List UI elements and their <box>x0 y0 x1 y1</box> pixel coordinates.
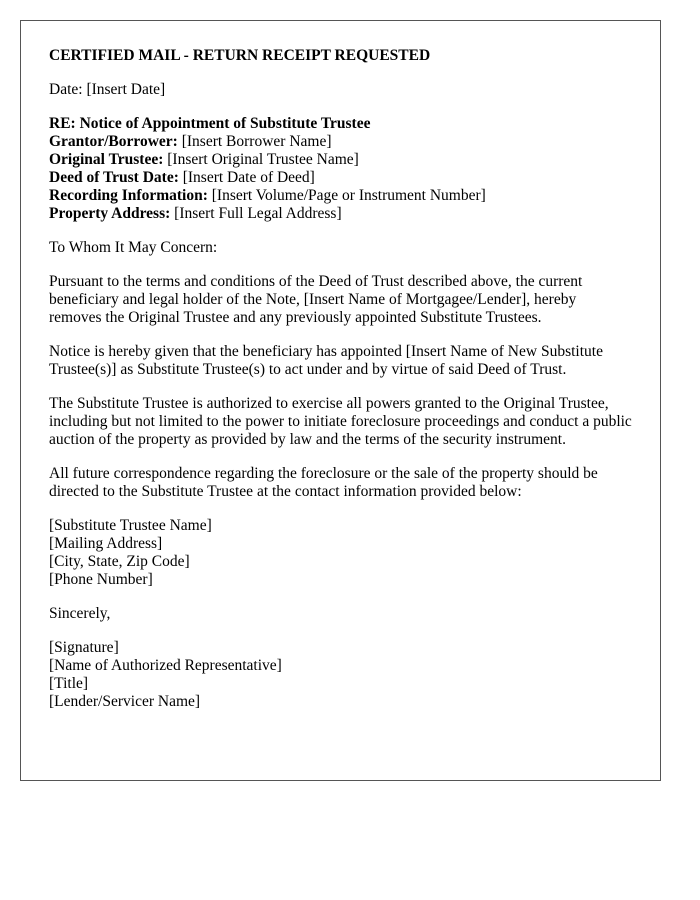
re-block <box>49 115 632 223</box>
date-line: Date: [Insert Date] <box>49 81 166 98</box>
representative-title: [Title] <box>49 675 89 692</box>
salutation: To Whom It May Concern: <box>49 239 218 256</box>
property-line <box>49 205 632 223</box>
lender-servicer-name: [Lender/Servicer Name] <box>49 693 201 710</box>
contact-city-state-zip: [City, State, Zip Code] <box>49 553 190 570</box>
signature-line: [Signature] <box>49 639 119 656</box>
grantor-label: Grantor/Borrower: <box>49 133 178 150</box>
paragraph-correspondence: All future correspondence regarding the foreclosure or the sale of the property should be directed to the Substitute Trustee at the contact information provided below: <box>49 465 598 500</box>
contact-phone: [Phone Number] <box>49 571 153 588</box>
contact-trustee-name: [Substitute Trustee Name] <box>49 517 212 534</box>
paragraph-authority: The Substitute Trustee is authorized to exercise all powers granted to the Original Trustee, including but not limited to the power to initiate foreclosure proceedings and conduct a public auction of the property as provided by law and the terms of the security instrument. <box>49 395 632 448</box>
signature-block <box>49 639 632 711</box>
grantor-value: [Insert Borrower Name] <box>177 133 332 150</box>
recording-line <box>49 187 632 205</box>
contact-block <box>49 517 632 589</box>
property-label: Property Address: <box>49 205 171 222</box>
original-trustee-line <box>49 151 632 169</box>
recording-label: Recording Information: <box>49 187 208 204</box>
letter-document <box>20 20 661 781</box>
deed-date-value: [Insert Date of Deed] <box>178 169 315 186</box>
paragraph-appointment: Notice is hereby given that the beneficiary has appointed [Insert Name of New Substitute Trustee(s)] as Substitute Trustee(s) to act under and by virtue of said Deed of Trust. <box>49 343 603 378</box>
deed-date-line <box>49 169 632 187</box>
grantor-line <box>49 133 632 151</box>
deed-date-label: Deed of Trust Date: <box>49 169 179 186</box>
re-title-text: RE: Notice of Appointment of Substitute Trustee <box>49 115 371 132</box>
original-trustee-label: Original Trustee: <box>49 151 164 168</box>
paragraph-removal: Pursuant to the terms and conditions of the Deed of Trust described above, the current beneficiary and legal holder of the Note, [Insert Name of Mortgagee/Lender], hereby removes the Original Trustee and any previously appointed Substitute Trustees. <box>49 273 583 326</box>
property-value: [Insert Full Legal Address] <box>170 205 342 222</box>
re-title <box>49 115 632 133</box>
representative-name: [Name of Authorized Representative] <box>49 657 282 674</box>
original-trustee-value: [Insert Original Trustee Name] <box>163 151 359 168</box>
contact-mailing-address: [Mailing Address] <box>49 535 163 552</box>
closing: Sincerely, <box>49 605 111 622</box>
certified-mail-heading: CERTIFIED MAIL - RETURN RECEIPT REQUESTED <box>49 47 431 64</box>
recording-value: [Insert Volume/Page or Instrument Number] <box>207 187 486 204</box>
